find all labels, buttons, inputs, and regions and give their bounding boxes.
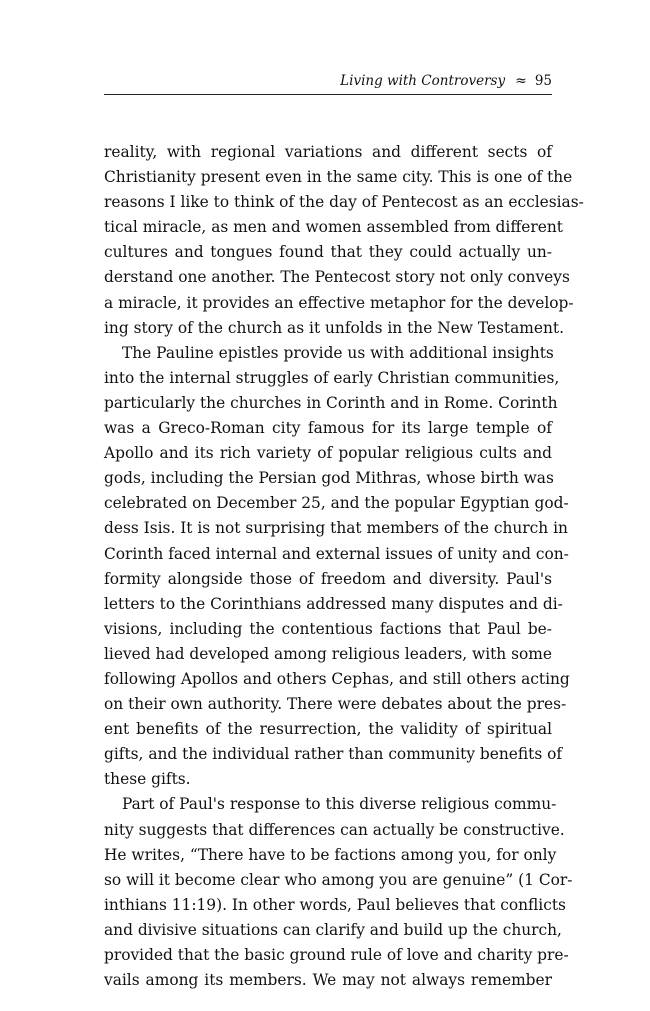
- text-line: He writes, “There have to be factions among you, for only: [104, 845, 557, 864]
- text-line: tical miracle, as men and women assembled from different: [104, 218, 563, 237]
- ornament-icon: ≈: [515, 73, 527, 89]
- text-line: Corinth faced internal and external issues of unity and con-: [104, 544, 569, 563]
- text-line: derstand one another. The Pentecost story not only conveys: [104, 268, 570, 287]
- running-head-title: Living with Controversy: [340, 73, 506, 89]
- text-line: ent benefits of the resurrection, the validity of spiritual: [104, 720, 552, 739]
- text-line: these gifts.: [104, 770, 191, 789]
- text-line: provided that the basic ground rule of love and charity pre-: [104, 946, 569, 964]
- body-text: [104, 140, 584, 993]
- text-line: formity alongside those of freedom and diversity. Paul's: [104, 569, 552, 588]
- text-line: was a Greco-Roman city famous for its large temple of: [104, 419, 552, 438]
- text-line: a miracle, it provides an effective metaphor for the develop-: [104, 293, 574, 312]
- text-line: Christianity present even in the same city. This is one of the: [104, 168, 573, 187]
- text-line: particularly the churches in Corinth and in Rome. Corinth: [104, 393, 558, 412]
- text-line: cultures and tongues found that they could actually un-: [104, 243, 552, 262]
- text-line: on their own authority. There were debates about the pres-: [104, 695, 567, 714]
- text-line: nity suggests that differences can actually be constructive.: [104, 820, 565, 839]
- text-line: letters to the Corinthians addressed many disputes and di-: [104, 594, 563, 613]
- text-line: following Apollos and others Cephas, and still others acting: [104, 669, 570, 688]
- running-head: [104, 70, 552, 95]
- text-line: into the internal struggles of early Christian communities,: [104, 368, 560, 387]
- text-line: visions, including the contentious factions that Paul be-: [104, 619, 552, 638]
- text-line: Part of Paul's response to this diverse religious commu-: [122, 795, 557, 814]
- text-line: and divisive situations can clarify and build up the church,: [104, 920, 562, 939]
- text-line: lieved had developed among religious leaders, with some: [104, 644, 552, 663]
- text-line: celebrated on December 25, and the popular Egyptian god-: [104, 494, 569, 513]
- text-line: Apollo and its rich variety of popular religious cults and: [104, 444, 552, 463]
- text-line: The Pauline epistles provide us with additional insights: [122, 343, 554, 362]
- text-line: reality, with regional variations and different sects of: [104, 143, 552, 161]
- text-line: reasons I like to think of the day of Pentecost as an ecclesias-: [104, 193, 584, 212]
- text-line: dess Isis. It is not surprising that members of the church in: [104, 519, 568, 538]
- text-line: gods, including the Persian god Mithras, whose birth was: [104, 469, 554, 488]
- text-line: so will it become clear who among you are genuine” (1 Cor-: [104, 870, 573, 889]
- text-line: gifts, and the individual rather than community benefits of: [104, 745, 563, 764]
- text-line: ing story of the church as it unfolds in the New Testament.: [104, 318, 564, 337]
- text-line: vails among its members. We may not always remember: [104, 971, 552, 990]
- text-line: inthians 11:19). In other words, Paul believes that conflicts: [104, 895, 566, 914]
- page-number: 95: [534, 73, 552, 89]
